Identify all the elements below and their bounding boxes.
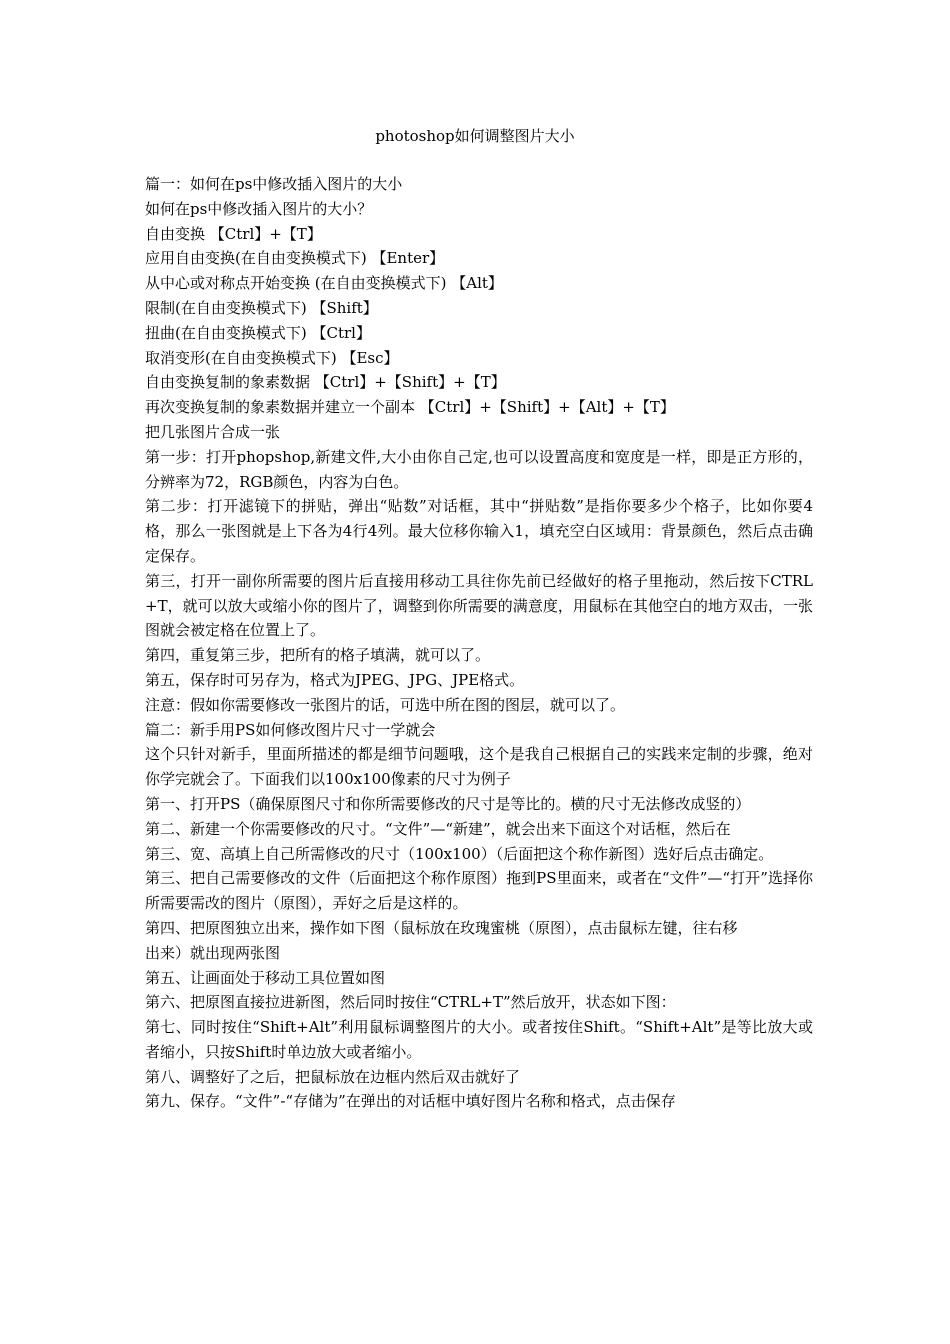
paragraph: 应用自由变换(在自由变换模式下) 【Enter】 — [145, 249, 445, 268]
paragraph: 第三、宽、高填上自己所需修改的尺寸（100x100）（后面把这个称作新图）选好后点击确定。 — [145, 844, 774, 863]
paragraph: 第四，重复第三步，把所有的格子填满，就可以了。 — [145, 646, 491, 665]
paragraph: 第二步：打开滤镜下的拼贴，弹出“贴数”对话框，其中“拼贴数”是指你要多少个格子，比如你要4格，那么一张图就是上下各为4行4列。最大位移你输入1，填充空白区域用：背景颜色，然后点击确定保存。 — [145, 497, 813, 565]
paragraph: 第八、调整好了之后，把鼠标放在边框内然后双击就好了 — [145, 1067, 521, 1086]
paragraph: 第二、新建一个你需要修改的尺寸。“文件”—“新建”，就会出来下面这个对话框，然后在 — [145, 819, 731, 838]
paragraph: 如何在ps中修改插入图片的大小？ — [145, 199, 373, 218]
paragraph: 自由变换复制的象素数据 【Ctrl】+【Shift】+【T】 — [145, 373, 506, 392]
document-title: photoshop如何调整图片大小 — [375, 127, 575, 145]
paragraph: 第六、把原图直接拉进新图，然后同时按住“CTRL+T”然后放开，状态如下图： — [145, 993, 676, 1012]
paragraph: 出来）就出现两张图 — [145, 943, 281, 962]
paragraph: 第五、让画面处于移动工具位置如图 — [145, 968, 386, 987]
paragraph: 第三，打开一副你所需要的图片后直接用移动工具往你先前已经做好的格子里拖动，然后按下CTRL+T，就可以放大或缩小你的图片了，调整到你所需要的满意度，用鼠标在其他空白的地方双击，一张图就会被定格在位置上了。 — [145, 571, 813, 640]
paragraph: 这个只针对新手，里面所描述的都是细节问题哦，这个是我自己根据自己的实践来定制的步骤，绝对你学完就会了。下面我们以100x100像素的尺寸为例子 — [145, 745, 813, 789]
paragraph: 第三、把自己需要修改的文件（后面把这个称作原图）拖到PS里面来，或者在“文件”—“打开”选择你所需要需改的图片（原图），弄好之后是这样的。 — [145, 869, 813, 913]
paragraph: 第七、同时按住“Shift+Alt”利用鼠标调整图片的大小。或者按住Shift。“Shift+Alt”是等比放大或者缩小，只按Shift时单边放大或者缩小。 — [145, 1018, 813, 1061]
paragraph: 篇一：如何在ps中修改插入图片的大小 — [145, 175, 403, 193]
paragraph: 取消变形(在自由变换模式下) 【Esc】 — [145, 348, 399, 367]
paragraph: 第一、打开PS（确保原图尺寸和你所需要修改的尺寸是等比的。横的尺寸无法修改成竖的） — [145, 794, 751, 813]
section-heading: 篇二：新手用PS如何修改图片尺寸一学就会 — [145, 720, 436, 739]
paragraph: 扭曲(在自由变换模式下) 【Ctrl】 — [145, 323, 371, 342]
paragraph: 从中心或对称点开始变换 (在自由变换模式下) 【Alt】 — [145, 274, 503, 293]
paragraph: 第四、把原图独立出来，操作如下图（鼠标放在玫瑰蜜桃（原图），点击鼠标左键，往右移 — [145, 918, 738, 937]
paragraph: 再次变换复制的象素数据并建立一个副本 【Ctrl】+【Shift】+【Alt】+【T】 — [145, 398, 675, 417]
paragraph: 第一步：打开phopshop,新建文件,大小由你自己定,也可以设置高度和宽度是一样，即是正方形的，分辨率为72，RGB颜色，内容为白色。 — [145, 447, 813, 491]
paragraph: 注意：假如你需要修改一张图片的话，可选中所在图的图层，就可以了。 — [145, 695, 626, 714]
paragraph: 自由变换 【Ctrl】+【T】 — [145, 224, 322, 243]
paragraph: 第九、保存。“文件”-“存储为”在弹出的对话框中填好图片名称和格式，点击保存 — [145, 1092, 676, 1111]
document-body — [145, 172, 813, 1114]
paragraph: 把几张图片合成一张 — [145, 422, 281, 441]
paragraph: 限制(在自由变换模式下) 【Shift】 — [145, 298, 378, 317]
paragraph: 第五，保存时可另存为，格式为JPEG、JPG、JPE格式。 — [145, 670, 525, 689]
